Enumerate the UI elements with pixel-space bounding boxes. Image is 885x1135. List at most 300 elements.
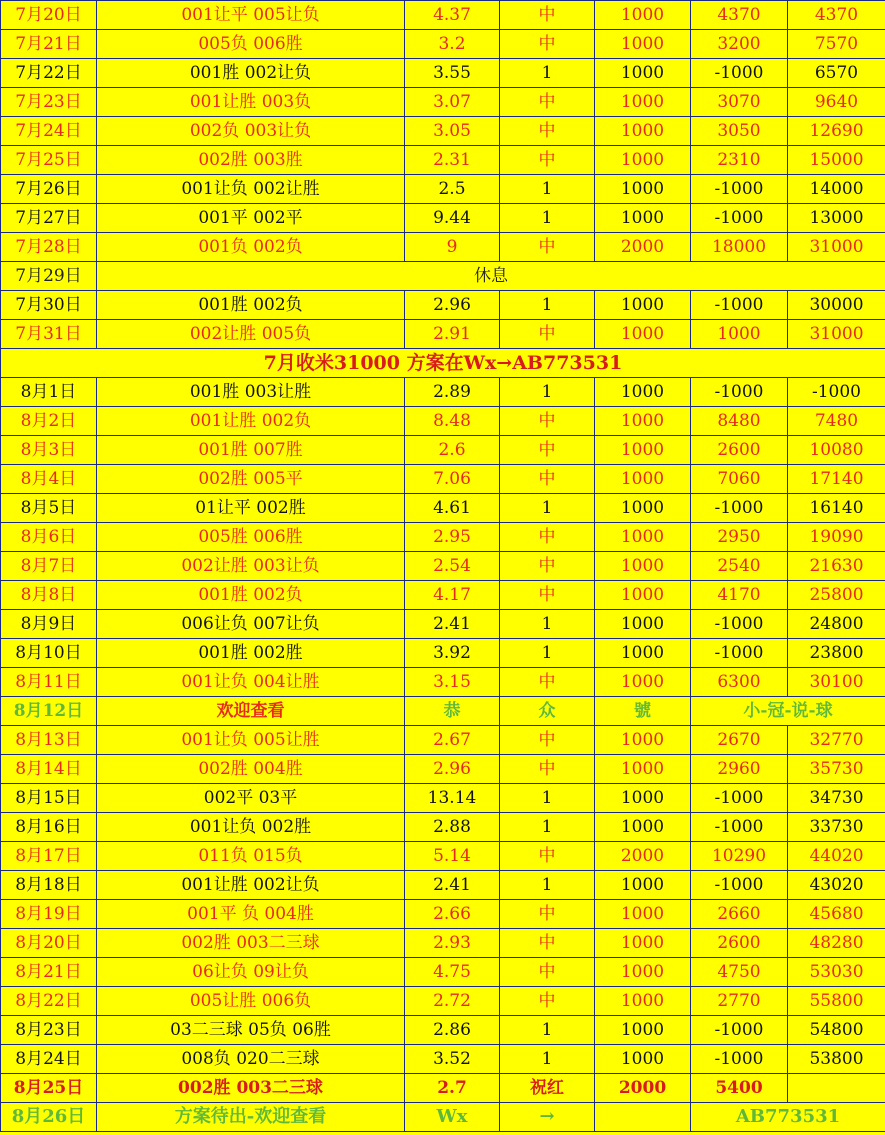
total-cell: 12690: [788, 117, 885, 146]
odds-cell: 4.61: [405, 494, 500, 523]
odds-cell: 13.14: [405, 784, 500, 813]
profit-cell: -1000: [691, 813, 788, 842]
table-row: [1, 552, 885, 581]
stake-cell: 1000: [595, 668, 691, 697]
profit-cell: -1000: [691, 639, 788, 668]
table-row: [1, 697, 885, 726]
total-cell: 21630: [788, 552, 885, 581]
total-cell: 34730: [788, 784, 885, 813]
total-cell: 24800: [788, 610, 885, 639]
total-cell: 31000: [788, 233, 885, 262]
odds-cell: 3.2: [405, 30, 500, 59]
stake-cell: 1000: [595, 146, 691, 175]
stake-cell: 1000: [595, 987, 691, 1016]
total-cell: 15000: [788, 146, 885, 175]
date-cell: 8月8日: [1, 581, 97, 610]
table-row: [1, 88, 885, 117]
date-cell: 8月24日: [1, 1045, 97, 1074]
match-cell: 001胜 002让负: [97, 59, 405, 88]
table-row: [1, 291, 885, 320]
stake-cell: 2000: [595, 842, 691, 871]
date-cell: 7月21日: [1, 30, 97, 59]
profit-cell: -1000: [691, 59, 788, 88]
table-row: [1, 117, 885, 146]
stake-cell: 1000: [595, 871, 691, 900]
date-cell: 7月25日: [1, 146, 97, 175]
date-cell: 8月20日: [1, 929, 97, 958]
table-row: [1, 175, 885, 204]
stake-cell: 1000: [595, 929, 691, 958]
match-cell: 005胜 006胜: [97, 523, 405, 552]
match-cell: 01让平 002胜: [97, 494, 405, 523]
table-row: [1, 871, 885, 900]
table-row: [1, 465, 885, 494]
promo-tail-cell: 小-冠-说-球: [691, 697, 885, 726]
stake-cell: 1000: [595, 726, 691, 755]
odds-cell: 2.6: [405, 436, 500, 465]
result-cell: 中: [500, 407, 595, 436]
table-row: [1, 146, 885, 175]
stake-cell: 2000: [595, 233, 691, 262]
table-row: [1, 59, 885, 88]
total-cell: 10080: [788, 436, 885, 465]
table-row: [1, 1016, 885, 1045]
table-row: [1, 407, 885, 436]
total-cell: 35730: [788, 755, 885, 784]
stake-cell: 1000: [595, 958, 691, 987]
table-row: [1, 436, 885, 465]
match-cell: 001负 002负: [97, 233, 405, 262]
table-row: [1, 378, 885, 407]
odds-cell: 2.7: [405, 1074, 500, 1103]
profit-cell: 18000: [691, 233, 788, 262]
date-cell: 7月22日: [1, 59, 97, 88]
total-cell: [788, 1074, 885, 1103]
table-row: [1, 30, 885, 59]
match-cell: 001胜 002负: [97, 581, 405, 610]
result-cell: 1: [500, 871, 595, 900]
profit-cell: 2770: [691, 987, 788, 1016]
odds-cell: 2.91: [405, 320, 500, 349]
match-cell: 005负 006胜: [97, 30, 405, 59]
total-cell: 45680: [788, 900, 885, 929]
result-cell: 1: [500, 494, 595, 523]
match-cell: 001胜 007胜: [97, 436, 405, 465]
table-row: [1, 958, 885, 987]
odds-cell: 5.14: [405, 842, 500, 871]
result-cell: 1: [500, 1016, 595, 1045]
stake-cell: 1000: [595, 320, 691, 349]
match-cell: 001胜 002负: [97, 291, 405, 320]
date-cell: 8月13日: [1, 726, 97, 755]
date-cell: 8月16日: [1, 813, 97, 842]
table-row: [1, 813, 885, 842]
profit-cell: -1000: [691, 494, 788, 523]
result-cell: 中: [500, 987, 595, 1016]
match-cell: 001让负 005让胜: [97, 726, 405, 755]
final-empty-cell: [595, 1103, 691, 1132]
date-cell: 8月18日: [1, 871, 97, 900]
date-cell: 7月27日: [1, 204, 97, 233]
total-cell: 14000: [788, 175, 885, 204]
profit-cell: -1000: [691, 871, 788, 900]
promo-char-cell: 众: [500, 697, 595, 726]
match-cell: 001胜 003让胜: [97, 378, 405, 407]
result-cell: 中: [500, 900, 595, 929]
profit-cell: 5400: [691, 1074, 788, 1103]
final-arrow-cell: →: [500, 1103, 595, 1132]
odds-cell: 2.31: [405, 146, 500, 175]
final-id-cell: AB773531: [691, 1103, 885, 1132]
odds-cell: 2.66: [405, 900, 500, 929]
stake-cell: 1000: [595, 465, 691, 494]
total-cell: 54800: [788, 1016, 885, 1045]
total-cell: 31000: [788, 320, 885, 349]
profit-cell: 2950: [691, 523, 788, 552]
match-cell: 002胜 003胜: [97, 146, 405, 175]
profit-cell: 3070: [691, 88, 788, 117]
result-cell: 祝红: [500, 1074, 595, 1103]
result-cell: 1: [500, 59, 595, 88]
table-row: [1, 726, 885, 755]
result-cell: 中: [500, 233, 595, 262]
result-cell: 中: [500, 581, 595, 610]
table-row: [1, 581, 885, 610]
rest-cell: 休息: [97, 262, 885, 291]
profit-cell: 3200: [691, 30, 788, 59]
total-cell: 48280: [788, 929, 885, 958]
date-cell: 8月22日: [1, 987, 97, 1016]
final-wx-cell: Wx: [405, 1103, 500, 1132]
profit-cell: 8480: [691, 407, 788, 436]
table-row: [1, 610, 885, 639]
date-cell: 8月12日: [1, 697, 97, 726]
stake-cell: 1000: [595, 1016, 691, 1045]
match-cell: 002平 03平: [97, 784, 405, 813]
odds-cell: 2.5: [405, 175, 500, 204]
odds-cell: 3.07: [405, 88, 500, 117]
result-cell: 1: [500, 784, 595, 813]
match-cell: 002胜 003二三球: [97, 929, 405, 958]
date-cell: 8月4日: [1, 465, 97, 494]
stake-cell: 1000: [595, 291, 691, 320]
result-cell: 中: [500, 320, 595, 349]
date-cell: 8月25日: [1, 1074, 97, 1103]
final-text-cell: 方案待出-欢迎查看: [97, 1103, 405, 1132]
result-cell: 中: [500, 88, 595, 117]
stake-cell: 1000: [595, 1, 691, 30]
match-cell: 001平 002平: [97, 204, 405, 233]
match-cell: 005让胜 006负: [97, 987, 405, 1016]
profit-cell: 2670: [691, 726, 788, 755]
profit-cell: -1000: [691, 1045, 788, 1074]
profit-cell: 2960: [691, 755, 788, 784]
stake-cell: 1000: [595, 494, 691, 523]
total-cell: 9640: [788, 88, 885, 117]
match-cell: 008负 020二三球: [97, 1045, 405, 1074]
odds-cell: 2.41: [405, 871, 500, 900]
profit-cell: 2600: [691, 929, 788, 958]
stake-cell: 1000: [595, 117, 691, 146]
result-cell: 1: [500, 813, 595, 842]
odds-cell: 3.52: [405, 1045, 500, 1074]
result-cell: 中: [500, 755, 595, 784]
stake-cell: 1000: [595, 175, 691, 204]
total-cell: 6570: [788, 59, 885, 88]
stake-cell: 1000: [595, 378, 691, 407]
result-cell: 1: [500, 291, 595, 320]
table-row: [1, 929, 885, 958]
odds-cell: 3.15: [405, 668, 500, 697]
total-cell: 7480: [788, 407, 885, 436]
date-cell: 7月30日: [1, 291, 97, 320]
profit-cell: -1000: [691, 204, 788, 233]
stake-cell: 2000: [595, 1074, 691, 1103]
date-cell: 8月1日: [1, 378, 97, 407]
profit-cell: 7060: [691, 465, 788, 494]
promo-char-cell: 恭: [405, 697, 500, 726]
stake-cell: 1000: [595, 407, 691, 436]
profit-cell: 10290: [691, 842, 788, 871]
total-cell: 13000: [788, 204, 885, 233]
total-cell: 53030: [788, 958, 885, 987]
table-row: [1, 900, 885, 929]
match-cell: 002胜 005平: [97, 465, 405, 494]
match-cell: 001让负 002胜: [97, 813, 405, 842]
odds-cell: 4.17: [405, 581, 500, 610]
total-cell: 55800: [788, 987, 885, 1016]
total-cell: 30100: [788, 668, 885, 697]
stake-cell: 1000: [595, 552, 691, 581]
match-cell: 002胜 004胜: [97, 755, 405, 784]
profit-cell: 6300: [691, 668, 788, 697]
odds-cell: 9.44: [405, 204, 500, 233]
result-cell: 中: [500, 465, 595, 494]
total-cell: 44020: [788, 842, 885, 871]
profit-cell: 2310: [691, 146, 788, 175]
date-cell: 8月6日: [1, 523, 97, 552]
result-cell: 1: [500, 1045, 595, 1074]
match-cell: 001让胜 003负: [97, 88, 405, 117]
date-cell: 8月2日: [1, 407, 97, 436]
date-cell: 7月31日: [1, 320, 97, 349]
table-row: [1, 1045, 885, 1074]
result-cell: 中: [500, 726, 595, 755]
profit-cell: 4170: [691, 581, 788, 610]
profit-cell: 4370: [691, 1, 788, 30]
profit-cell: 2600: [691, 436, 788, 465]
table-row: [1, 262, 885, 291]
profit-cell: -1000: [691, 291, 788, 320]
match-cell: 002让胜 005负: [97, 320, 405, 349]
stake-cell: 1000: [595, 204, 691, 233]
date-cell: 8月26日: [1, 1103, 97, 1132]
date-cell: 8月21日: [1, 958, 97, 987]
odds-cell: 3.55: [405, 59, 500, 88]
result-cell: 1: [500, 610, 595, 639]
total-cell: 32770: [788, 726, 885, 755]
match-cell: 002胜 003二三球: [97, 1074, 405, 1103]
match-cell: 011负 015负: [97, 842, 405, 871]
odds-cell: 2.96: [405, 755, 500, 784]
table-row: [1, 987, 885, 1016]
stake-cell: 1000: [595, 813, 691, 842]
table-row: [1, 639, 885, 668]
table-row: [1, 755, 885, 784]
date-cell: 7月20日: [1, 1, 97, 30]
odds-cell: 3.05: [405, 117, 500, 146]
total-cell: 7570: [788, 30, 885, 59]
date-cell: 8月15日: [1, 784, 97, 813]
date-cell: 8月5日: [1, 494, 97, 523]
table-body: [1, 1, 885, 1132]
match-cell: 001平 负 004胜: [97, 900, 405, 929]
summary-cell: 7月收米31000 方案在Wx→AB773531: [1, 349, 885, 378]
total-cell: 23800: [788, 639, 885, 668]
stake-cell: 1000: [595, 755, 691, 784]
stake-cell: 1000: [595, 784, 691, 813]
odds-cell: 2.89: [405, 378, 500, 407]
total-cell: 53800: [788, 1045, 885, 1074]
odds-cell: 7.06: [405, 465, 500, 494]
profit-cell: -1000: [691, 175, 788, 204]
table-row: [1, 320, 885, 349]
profit-cell: 2540: [691, 552, 788, 581]
table-row: [1, 842, 885, 871]
table-row: [1, 1103, 885, 1132]
total-cell: 4370: [788, 1, 885, 30]
date-cell: 7月23日: [1, 88, 97, 117]
date-cell: 8月17日: [1, 842, 97, 871]
result-cell: 中: [500, 523, 595, 552]
table-row: [1, 204, 885, 233]
match-cell: 001让胜 002让负: [97, 871, 405, 900]
date-cell: 8月7日: [1, 552, 97, 581]
date-cell: 7月28日: [1, 233, 97, 262]
match-cell: 006让负 007让负: [97, 610, 405, 639]
odds-cell: 2.67: [405, 726, 500, 755]
stake-cell: 1000: [595, 523, 691, 552]
result-cell: 1: [500, 639, 595, 668]
result-cell: 1: [500, 175, 595, 204]
odds-cell: 2.41: [405, 610, 500, 639]
total-cell: 16140: [788, 494, 885, 523]
result-cell: 中: [500, 958, 595, 987]
match-cell: 001让平 005让负: [97, 1, 405, 30]
odds-cell: 9: [405, 233, 500, 262]
date-cell: 8月9日: [1, 610, 97, 639]
stake-cell: 1000: [595, 581, 691, 610]
stake-cell: 1000: [595, 610, 691, 639]
date-cell: 7月24日: [1, 117, 97, 146]
table-row: [1, 1, 885, 30]
odds-cell: 2.93: [405, 929, 500, 958]
date-cell: 8月19日: [1, 900, 97, 929]
profit-cell: 1000: [691, 320, 788, 349]
result-cell: 中: [500, 668, 595, 697]
odds-cell: 4.75: [405, 958, 500, 987]
match-cell: 001胜 002胜: [97, 639, 405, 668]
odds-cell: 2.96: [405, 291, 500, 320]
result-cell: 中: [500, 30, 595, 59]
result-cell: 中: [500, 552, 595, 581]
match-cell: 03二三球 05负 06胜: [97, 1016, 405, 1045]
result-cell: 1: [500, 204, 595, 233]
date-cell: 8月10日: [1, 639, 97, 668]
odds-cell: 2.88: [405, 813, 500, 842]
stake-cell: 1000: [595, 1045, 691, 1074]
result-cell: 中: [500, 842, 595, 871]
promo-text-cell: 欢迎查看: [97, 697, 405, 726]
match-cell: 06让负 09让负: [97, 958, 405, 987]
total-cell: 30000: [788, 291, 885, 320]
result-cell: 中: [500, 1, 595, 30]
table-row: [1, 668, 885, 697]
total-cell: 17140: [788, 465, 885, 494]
date-cell: 8月23日: [1, 1016, 97, 1045]
profit-cell: -1000: [691, 610, 788, 639]
odds-cell: 2.54: [405, 552, 500, 581]
table-row: [1, 523, 885, 552]
stake-cell: 1000: [595, 900, 691, 929]
stake-cell: 1000: [595, 639, 691, 668]
odds-cell: 4.37: [405, 1, 500, 30]
match-cell: 001让胜 002负: [97, 407, 405, 436]
result-cell: 中: [500, 436, 595, 465]
match-cell: 001让负 004让胜: [97, 668, 405, 697]
table-row: [1, 233, 885, 262]
date-cell: 8月3日: [1, 436, 97, 465]
match-cell: 001让负 002让胜: [97, 175, 405, 204]
stake-cell: 1000: [595, 88, 691, 117]
stake-cell: 1000: [595, 436, 691, 465]
table-row: [1, 784, 885, 813]
total-cell: 33730: [788, 813, 885, 842]
table-row: [1, 1074, 885, 1103]
match-cell: 002负 003让负: [97, 117, 405, 146]
stake-cell: 1000: [595, 30, 691, 59]
result-cell: 中: [500, 929, 595, 958]
profit-cell: -1000: [691, 784, 788, 813]
profit-cell: 2660: [691, 900, 788, 929]
odds-cell: 2.72: [405, 987, 500, 1016]
odds-cell: 8.48: [405, 407, 500, 436]
profit-cell: -1000: [691, 378, 788, 407]
total-cell: -1000: [788, 378, 885, 407]
promo-char-cell: 號: [595, 697, 691, 726]
table-row: [1, 349, 885, 378]
date-cell: 7月29日: [1, 262, 97, 291]
match-cell: 002让胜 003让负: [97, 552, 405, 581]
total-cell: 43020: [788, 871, 885, 900]
odds-cell: 2.86: [405, 1016, 500, 1045]
total-cell: 25800: [788, 581, 885, 610]
table-row: [1, 494, 885, 523]
date-cell: 7月26日: [1, 175, 97, 204]
profit-cell: 4750: [691, 958, 788, 987]
result-cell: 中: [500, 117, 595, 146]
date-cell: 8月11日: [1, 668, 97, 697]
odds-cell: 2.95: [405, 523, 500, 552]
result-cell: 中: [500, 146, 595, 175]
result-cell: 1: [500, 378, 595, 407]
total-cell: 19090: [788, 523, 885, 552]
profit-cell: 3050: [691, 117, 788, 146]
profit-cell: -1000: [691, 1016, 788, 1045]
date-cell: 8月14日: [1, 755, 97, 784]
stake-cell: 1000: [595, 59, 691, 88]
odds-cell: 3.92: [405, 639, 500, 668]
